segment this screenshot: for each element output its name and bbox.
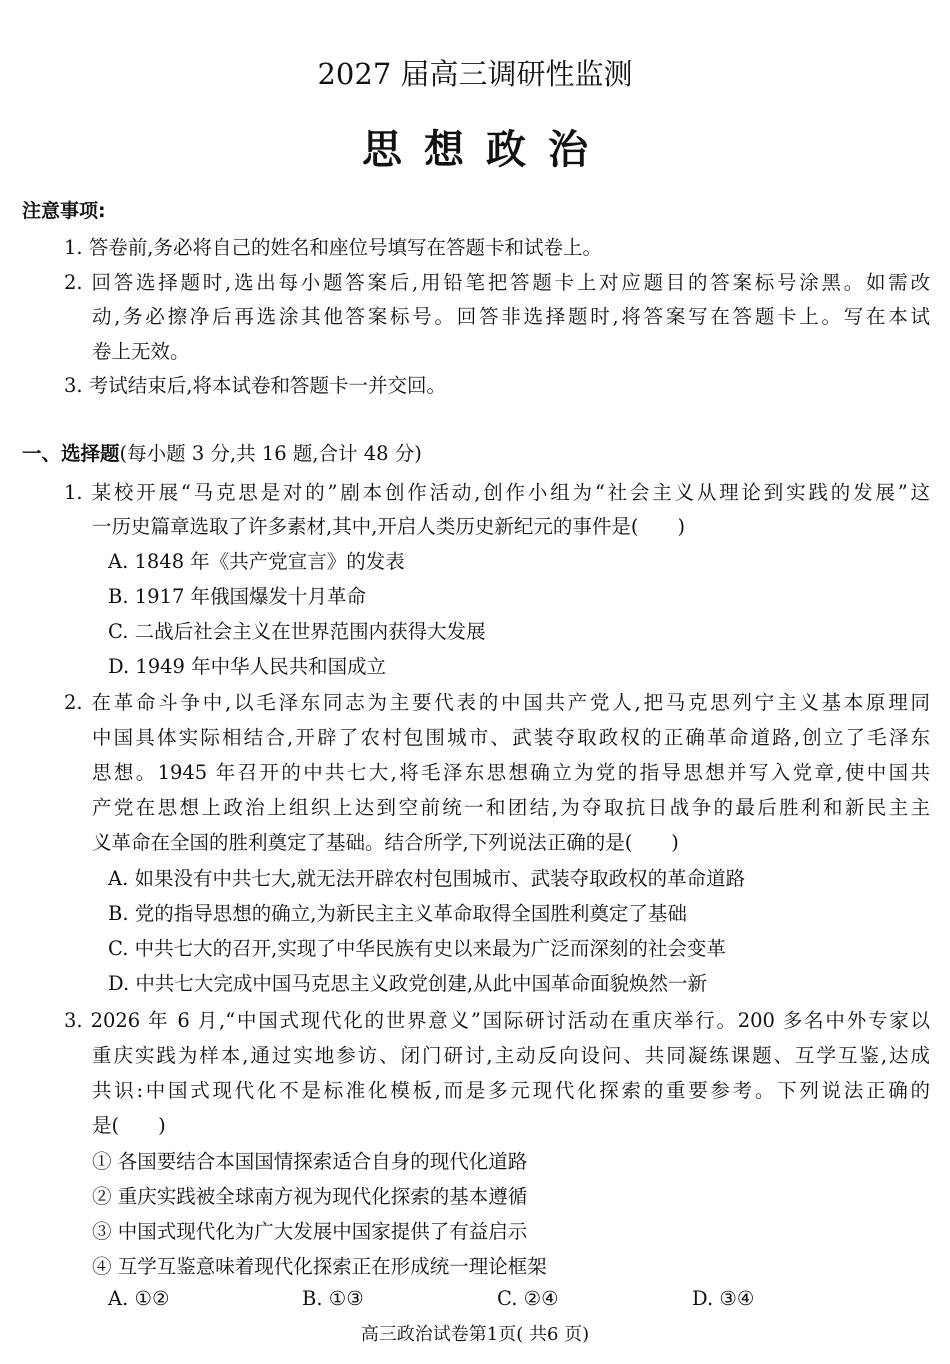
question-3-stem: 3. 2026 年 6 月,“中国式现代化的世界意义”国际研讨活动在重庆举行。200 多名中外专家以 — [64, 1009, 930, 1032]
question-2-stem-continued: 思想。1945 年召开的中共七大,将毛泽东思想确立为党的指导思想并写入党章,使中国共 — [92, 761, 930, 784]
page-footer: 高三政治试卷第1页( 共6 页) — [360, 1324, 590, 1345]
question-3-statement-3: ③ 中国式现代化为广大发展中国家提供了有益启示 — [92, 1220, 528, 1243]
question-3-statement-2: ② 重庆实践被全球南方视为现代化探索的基本遵循 — [92, 1185, 528, 1208]
section-note: (每小题 3 分,共 16 题,合计 48 分) — [119, 442, 422, 465]
question-2-stem: 2. 在革命斗争中,以毛泽东同志为主要代表的中国共产党人,把马克思列宁主义基本原理同 — [64, 691, 930, 714]
question-2-option-c: C. 中共七大的召开,实现了中华民族有史以来最为广泛而深刻的社会变革 — [108, 937, 726, 960]
question-3-choice-c: C. ②④ — [497, 1287, 559, 1310]
notice-item: 3. 考试结束后,将本试卷和答题卡一并交回。 — [64, 374, 447, 397]
question-3-choice-d: D. ③④ — [692, 1287, 755, 1310]
notice-item-continued: 动,务必擦净后再选涂其他答案标号。回答非选择题时,将答案写在答题卡上。写在本试 — [92, 305, 930, 328]
section-heading — [22, 438, 422, 466]
notice-item-continued: 卷上无效。 — [92, 340, 190, 363]
question-1-option-d: D. 1949 年中华人民共和国成立 — [108, 655, 387, 678]
section-title: 一、选择题 — [22, 442, 120, 465]
question-2-option-d: D. 中共七大完成中国马克思主义政党创建,从此中国革命面貌焕然一新 — [108, 972, 708, 995]
question-3-statement-1: ① 各国要结合本国国情探索适合自身的现代化道路 — [92, 1150, 528, 1173]
question-1-option-c: C. 二战后社会主义在世界范围内获得大发展 — [108, 620, 486, 643]
question-2-option-b: B. 党的指导思想的确立,为新民主主义革命取得全国胜利奠定了基础 — [108, 902, 687, 925]
question-1-option-b: B. 1917 年俄国爆发十月革命 — [108, 585, 367, 608]
question-3-stem-continued: 共识:中国式现代化不是标准化模板,而是多元现代化探索的重要参考。下列说法正确的 — [92, 1079, 930, 1102]
question-2-stem-continued: 中国具体实际相结合,开辟了农村包围城市、武装夺取政权的正确革命道路,创立了毛泽东 — [92, 726, 930, 749]
notice-item: 2. 回答选择题时,选出每小题答案后,用铅笔把答题卡上对应题目的答案标号涂黑。如需改 — [64, 271, 930, 294]
question-2-stem-continued: 产党在思想上政治上组织上达到空前统一和团结,为夺取抗日战争的最后胜利和新民主主 — [92, 796, 930, 819]
exam-title: 2027 届高三调研性监测 — [317, 57, 633, 91]
question-3-choice-b: B. ①③ — [302, 1287, 364, 1310]
notice-heading: 注意事项: — [22, 200, 106, 222]
question-3-stem-continued: 是( ) — [92, 1114, 166, 1137]
question-3-statement-4: ④ 互学互鉴意味着现代化探索正在形成统一理论框架 — [92, 1255, 547, 1278]
question-1-stem: 1. 某校开展“马克思是对的”剧本创作活动,创作小组为“社会主义从理论到实践的发展”这 — [64, 481, 930, 504]
notice-item: 1. 答卷前,务必将自己的姓名和座位号填写在答题卡和试卷上。 — [64, 236, 603, 259]
question-1-stem-continued: 一历史篇章选取了许多素材,其中,开启人类历史新纪元的事件是( ) — [92, 515, 686, 538]
question-2-stem-continued: 义革命在全国的胜利奠定了基础。结合所学,下列说法正确的是( ) — [92, 831, 679, 854]
question-3-stem-continued: 重庆实践为样本,通过实地参访、闭门研讨,主动反向设问、共同凝练课题、互学互鉴,达成 — [92, 1044, 930, 1067]
subject-title: 思想政治 — [362, 126, 610, 173]
question-3-choice-a: A. ①② — [108, 1287, 170, 1310]
question-2-option-a: A. 如果没有中共七大,就无法开辟农村包围城市、武装夺取政权的革命道路 — [108, 867, 746, 890]
question-1-option-a: A. 1848 年《共产党宣言》的发表 — [108, 550, 405, 573]
